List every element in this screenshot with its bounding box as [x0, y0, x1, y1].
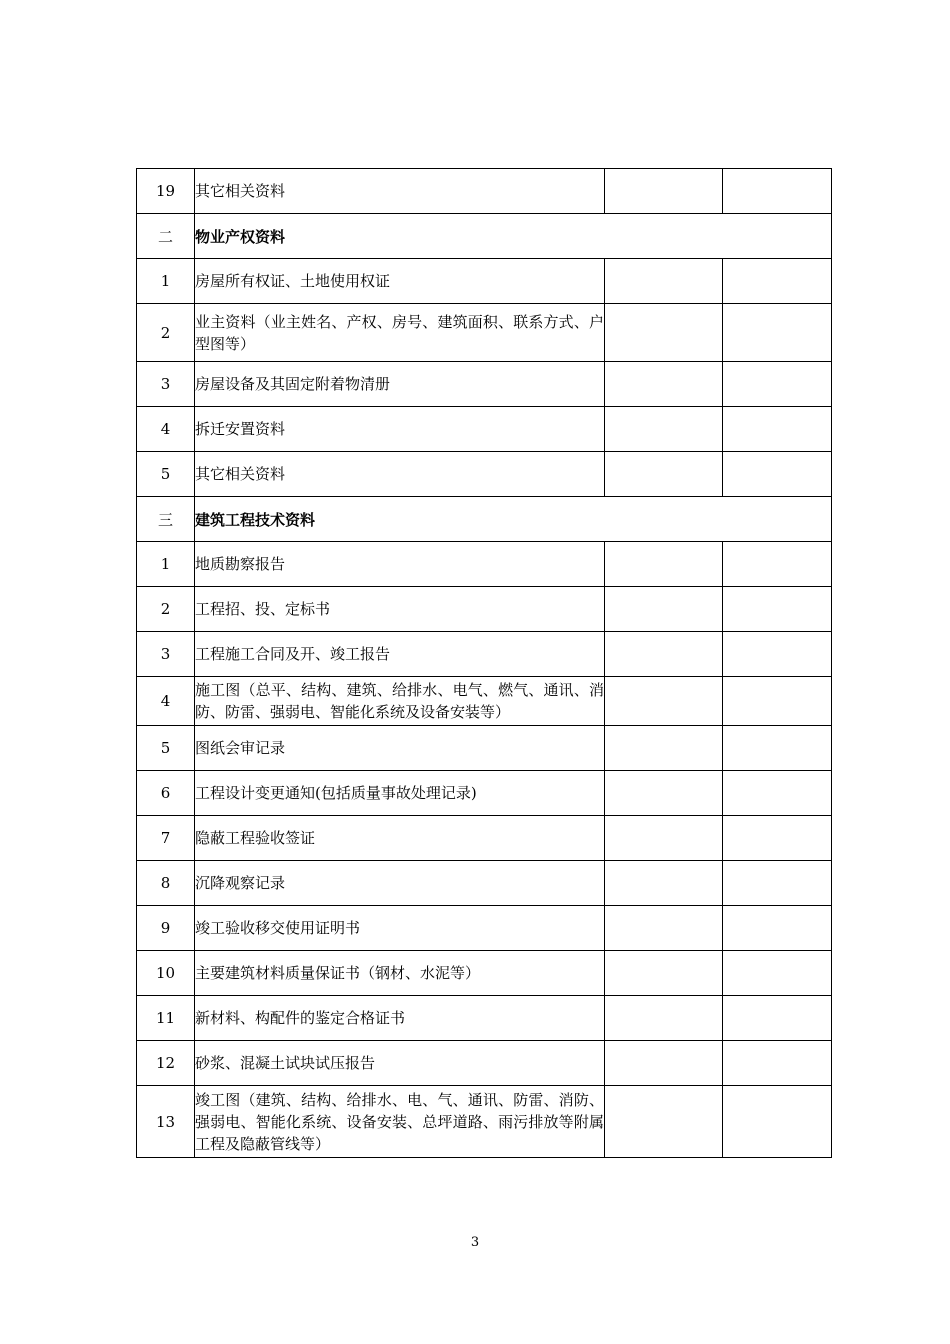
- row-number: 2: [137, 587, 195, 632]
- row-number: 10: [137, 951, 195, 996]
- item-description: 工程设计变更通知(包括质量事故处理记录): [195, 771, 605, 816]
- blank-cell: [723, 407, 832, 452]
- table-row: [137, 677, 832, 726]
- blank-cell: [723, 996, 832, 1041]
- section-number: 三: [137, 497, 195, 542]
- blank-cell: [723, 771, 832, 816]
- table-row: [137, 259, 832, 304]
- row-number: 1: [137, 259, 195, 304]
- blank-cell: [605, 861, 723, 906]
- item-description: 房屋设备及其固定附着物清册: [195, 362, 605, 407]
- table-row: [137, 726, 832, 771]
- row-number: 9: [137, 906, 195, 951]
- item-description: 新材料、构配件的鉴定合格证书: [195, 996, 605, 1041]
- section-title: 建筑工程技术资料: [195, 497, 832, 542]
- section-header-row: [137, 214, 832, 259]
- table-row: [137, 169, 832, 214]
- table-row: [137, 816, 832, 861]
- blank-cell: [723, 169, 832, 214]
- row-number: 5: [137, 452, 195, 497]
- section-header-row: [137, 497, 832, 542]
- page-number: 3: [470, 1235, 480, 1250]
- section-number: 二: [137, 214, 195, 259]
- table-row: [137, 1041, 832, 1086]
- table-row: [137, 1086, 832, 1158]
- row-number: 1: [137, 542, 195, 587]
- item-description: 图纸会审记录: [195, 726, 605, 771]
- blank-cell: [605, 771, 723, 816]
- blank-cell: [605, 951, 723, 996]
- blank-cell: [605, 169, 723, 214]
- table-row: [137, 304, 832, 362]
- blank-cell: [605, 906, 723, 951]
- blank-cell: [723, 906, 832, 951]
- blank-cell: [605, 304, 723, 362]
- blank-cell: [605, 1041, 723, 1086]
- blank-cell: [605, 1086, 723, 1158]
- item-description: 隐蔽工程验收签证: [195, 816, 605, 861]
- blank-cell: [723, 632, 832, 677]
- item-description: 工程施工合同及开、竣工报告: [195, 632, 605, 677]
- blank-cell: [605, 259, 723, 304]
- row-number: 4: [137, 407, 195, 452]
- blank-cell: [723, 587, 832, 632]
- row-number: 6: [137, 771, 195, 816]
- row-number: 3: [137, 632, 195, 677]
- blank-cell: [605, 996, 723, 1041]
- item-description: 拆迁安置资料: [195, 407, 605, 452]
- table-body: [137, 169, 832, 1158]
- row-number: 13: [137, 1086, 195, 1158]
- table-row: [137, 771, 832, 816]
- blank-cell: [605, 362, 723, 407]
- table-row: [137, 996, 832, 1041]
- item-description: 竣工验收移交使用证明书: [195, 906, 605, 951]
- item-description: 工程招、投、定标书: [195, 587, 605, 632]
- blank-cell: [723, 362, 832, 407]
- row-number: 3: [137, 362, 195, 407]
- item-description: 施工图（总平、结构、建筑、给排水、电气、燃气、通讯、消防、防雷、强弱电、智能化系统及设备安装等）: [195, 677, 605, 726]
- blank-cell: [723, 452, 832, 497]
- blank-cell: [723, 304, 832, 362]
- item-description: 沉降观察记录: [195, 861, 605, 906]
- blank-cell: [605, 587, 723, 632]
- table-row: [137, 407, 832, 452]
- blank-cell: [605, 452, 723, 497]
- row-number: 5: [137, 726, 195, 771]
- blank-cell: [605, 726, 723, 771]
- table-row: [137, 587, 832, 632]
- table-row: [137, 542, 832, 587]
- row-number: 4: [137, 677, 195, 726]
- row-number: 19: [137, 169, 195, 214]
- blank-cell: [723, 861, 832, 906]
- item-description: 地质勘察报告: [195, 542, 605, 587]
- table-row: [137, 861, 832, 906]
- blank-cell: [723, 259, 832, 304]
- blank-cell: [605, 407, 723, 452]
- blank-cell: [605, 632, 723, 677]
- table-row: [137, 906, 832, 951]
- blank-cell: [723, 677, 832, 726]
- blank-cell: [723, 951, 832, 996]
- row-number: 8: [137, 861, 195, 906]
- table-row: [137, 632, 832, 677]
- row-number: 7: [137, 816, 195, 861]
- blank-cell: [605, 816, 723, 861]
- item-description: 竣工图（建筑、结构、给排水、电、气、通讯、防雷、消防、强弱电、智能化系统、设备安装、总坪道路、雨污排放等附属工程及隐蔽管线等）: [195, 1086, 605, 1158]
- row-number: 12: [137, 1041, 195, 1086]
- item-description: 房屋所有权证、土地使用权证: [195, 259, 605, 304]
- row-number: 11: [137, 996, 195, 1041]
- table-row: [137, 951, 832, 996]
- row-number: 2: [137, 304, 195, 362]
- blank-cell: [723, 1041, 832, 1086]
- section-title: 物业产权资料: [195, 214, 832, 259]
- table-row: [137, 362, 832, 407]
- item-description: 其它相关资料: [195, 169, 605, 214]
- document-table: [136, 168, 832, 1158]
- blank-cell: [605, 677, 723, 726]
- blank-cell: [723, 816, 832, 861]
- item-description: 其它相关资料: [195, 452, 605, 497]
- blank-cell: [723, 542, 832, 587]
- item-description: 主要建筑材料质量保证书（钢材、水泥等）: [195, 951, 605, 996]
- item-description: 业主资料（业主姓名、产权、房号、建筑面积、联系方式、户型图等）: [195, 304, 605, 362]
- blank-cell: [723, 726, 832, 771]
- item-description: 砂浆、混凝土试块试压报告: [195, 1041, 605, 1086]
- blank-cell: [723, 1086, 832, 1158]
- blank-cell: [605, 542, 723, 587]
- table-row: [137, 452, 832, 497]
